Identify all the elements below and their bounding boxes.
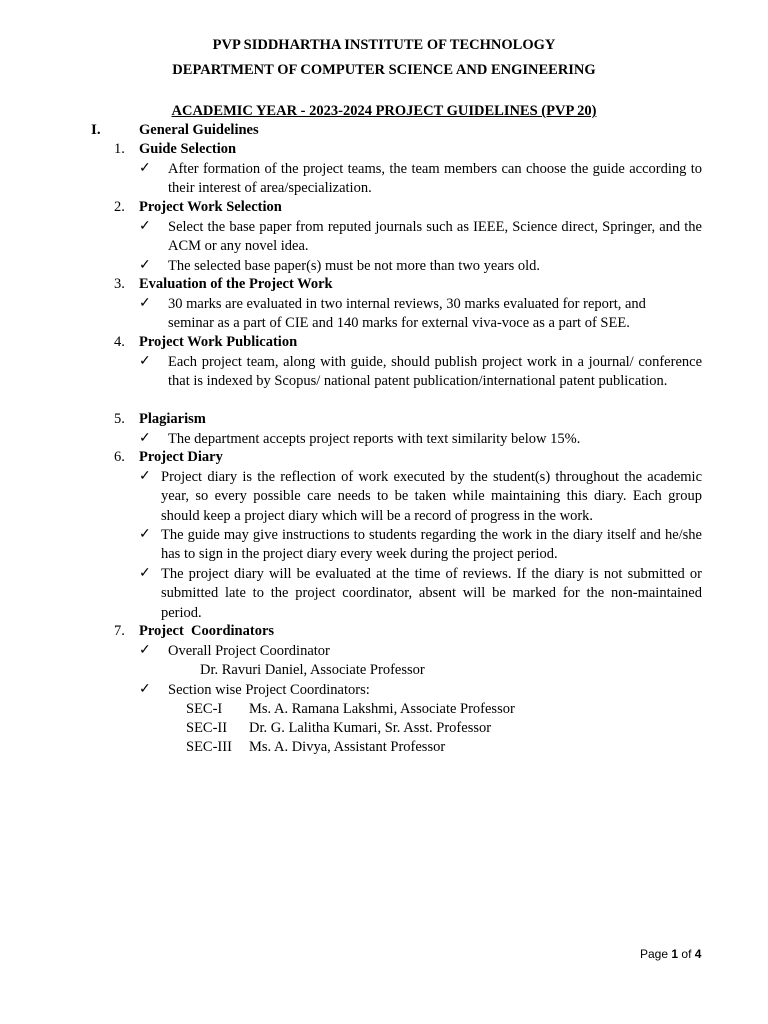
item-number: 4.: [114, 334, 125, 350]
checkmark-icon: ✓: [139, 296, 151, 311]
department-name: DEPARTMENT OF COMPUTER SCIENCE AND ENGINEERING: [172, 62, 596, 78]
checkmark-icon: ✓: [139, 161, 151, 176]
item-heading: Project Coordinators: [139, 623, 275, 639]
checkmark-icon: ✓: [139, 258, 151, 273]
document-title: ACADEMIC YEAR - 2023-2024 PROJECT GUIDELINES (PVP 20): [171, 103, 597, 119]
of-word: of: [681, 947, 692, 961]
item-number: 5.: [114, 411, 125, 427]
checkmark-icon: ✓: [139, 354, 151, 369]
checkmark-icon: ✓: [139, 682, 151, 697]
section-coordinator: Ms. A. Divya, Assistant Professor: [249, 739, 446, 755]
bullet-text: The department accepts project reports with text similarity below 15%.: [168, 431, 581, 447]
item-number: 6.: [114, 449, 125, 465]
checkmark-icon: ✓: [139, 527, 151, 542]
section-coordinator: Dr. G. Lalitha Kumari, Sr. Asst. Professor: [249, 720, 492, 736]
institute-name: PVP SIDDHARTHA INSTITUTE OF TECHNOLOGY: [212, 37, 556, 53]
section-coordinator: Ms. A. Ramana Lakshmi, Associate Professor: [249, 701, 515, 717]
bullet-text: Each project team, along with guide, should publish project work in a journal/ conference that is indexed by Scopus/ national patent publication/international patent publication.: [168, 354, 702, 390]
bullet-text: Select the base paper from reputed journals such as IEEE, Science direct, Springer, and the ACM or any novel idea.: [168, 219, 702, 255]
section-label: SEC-II: [186, 720, 228, 736]
bullet-text: The project diary will be evaluated at the time of reviews. If the diary is not submitted or submitted late to the project coordinator, absent will be marked for the non-maintained period.: [161, 566, 702, 621]
item-heading: Evaluation of the Project Work: [139, 276, 333, 292]
section-label: SEC-I: [186, 701, 223, 717]
item-heading: Plagiarism: [139, 411, 206, 427]
current-page: 1: [671, 947, 679, 961]
section-number: I.: [91, 122, 101, 138]
bullet-text: The guide may give instructions to students regarding the work in the diary itself and he/she has to sign in the project diary every week during the project period.: [161, 527, 702, 563]
bullet-text: Project diary is the reflection of work executed by the student(s) throughout the academic year, so every possible care needs to be taken while maintaining this diary. Each group should keep a project diary which will be a record of progress in the work.: [161, 469, 702, 524]
checkmark-icon: ✓: [139, 469, 151, 484]
checkmark-icon: ✓: [139, 219, 151, 234]
page-word: Page: [640, 947, 669, 961]
item-heading: Project Work Selection: [139, 199, 282, 215]
item-heading: Project Work Publication: [139, 334, 298, 350]
item-heading: Guide Selection: [139, 141, 237, 157]
item-number: 1.: [114, 141, 125, 157]
checkmark-icon: ✓: [139, 566, 151, 581]
bullet-text: 30 marks are evaluated in two internal reviews, 30 marks evaluated for report, and seminar as a part of CIE and 140 marks for external viva-voce as a part of SEE.: [168, 296, 646, 332]
bullet-text: Section wise Project Coordinators:: [168, 682, 370, 698]
page-number: [640, 947, 701, 961]
overall-coordinator: Dr. Ravuri Daniel, Associate Professor: [200, 662, 425, 678]
item-number: 2.: [114, 199, 125, 215]
bullet-text: The selected base paper(s) must be not more than two years old.: [168, 258, 541, 274]
section-label: SEC-III: [186, 739, 232, 755]
item-heading: Project Diary: [139, 449, 223, 465]
bullet-text: After formation of the project teams, the team members can choose the guide according to their interest of area/specialization.: [168, 161, 702, 197]
checkmark-icon: ✓: [139, 431, 151, 446]
checkmark-icon: ✓: [139, 643, 151, 658]
bullet-text: Overall Project Coordinator: [168, 643, 330, 659]
item-number: 3.: [114, 276, 125, 292]
total-pages: 4: [694, 947, 702, 961]
section-title: General Guidelines: [139, 122, 259, 138]
item-number: 7.: [114, 623, 125, 639]
